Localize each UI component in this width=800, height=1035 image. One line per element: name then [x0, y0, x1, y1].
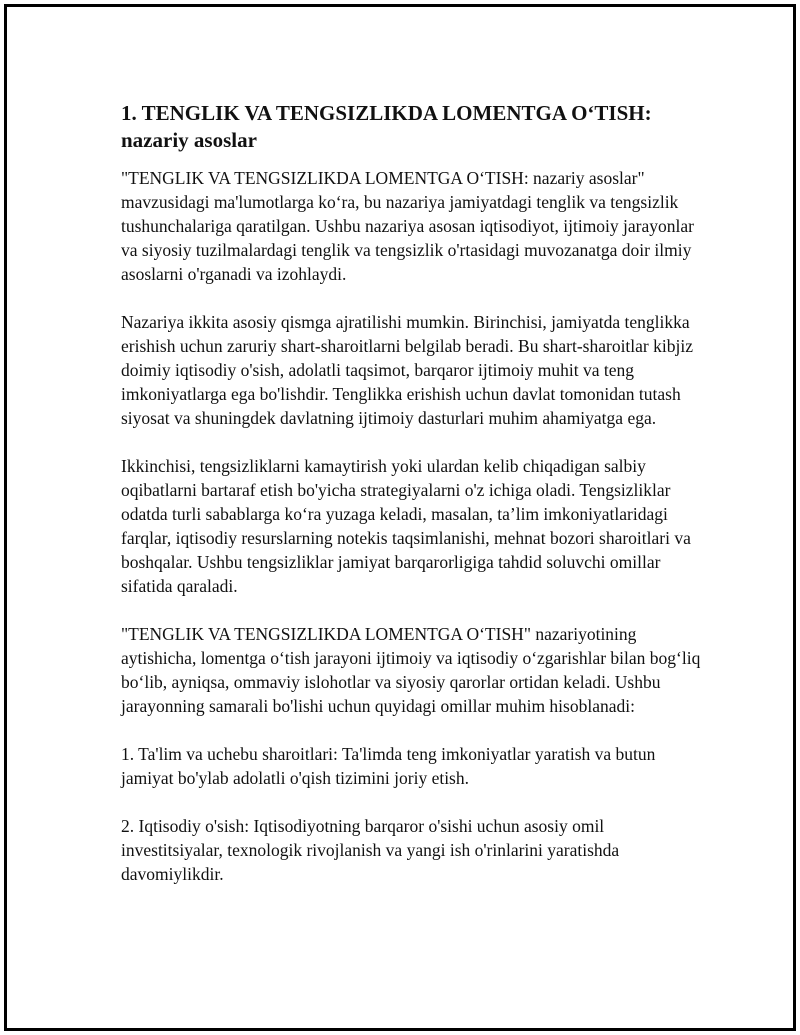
- list-item-economic-growth: 2. Iqtisodiy o'sish: Iqtisodiyotning barqaror o'sishi uchun asosiy omil investitsiyalar, texnologik rivojlanish va yangi ish o'rinlarini yaratishda davomiylikdir.: [121, 816, 620, 884]
- paragraph-intro: "TENGLIK VA TENGSIZLIKDA LOMENTGA O‘TISH: nazariy asoslar" mavzusidagi ma'lumotlarga ko‘ra, bu nazariya jamiyatdagi tenglik va tengsizlik tushunchalariga qaratilgan. Ushbu nazariya asosan iqtisodiyot, ijtimoiy jarayonlar va siyosiy tuzilmalardagi tenglik va tengsizlik o'rtasidagi muvozanatga doir ilmiy asoslarni o'rganadi va izohlaydi.: [121, 168, 694, 284]
- list-item-education: 1. Ta'lim va uchebu sharoitlari: Ta'limda teng imkoniyatlar yaratish va butun jamiyat bo'ylab adolatli o'qish tizimini joriy etish.: [121, 744, 656, 788]
- page-border: [4, 4, 796, 1031]
- document-body: [121, 100, 701, 910]
- paragraph-first-part: Nazariya ikkita asosiy qismga ajratilishi mumkin. Birinchisi, jamiyatda tenglikka erishish uchun zaruriy shart-sharoitlarni belgilab beradi. Bu shart-sharoitlar kibjiz doimiy iqtisodiy o'sish, adolatli taqsimot, barqaror ijtimoiy muhit va teng imkoniyatlarga ega bo'lishdir. Tenglikka erishish uchun davlat tomonidan tutash siyosat va shuningdek davlatning ijtimoiy dasturlari muhim ahamiyatga ega.: [121, 312, 693, 428]
- paragraph-transition-process: "TENGLIK VA TENGSIZLIKDA LOMENTGA O‘TISH" nazariyotining aytishicha, lomentga o‘tish jarayoni ijtimoiy va iqtisodiy o‘zgarishlar bilan bog‘liq bo‘lib, ayniqsa, ommaviy islohotlar va siyosiy qarorlar ortidan keladi. Ushbu jarayonning samarali bo'lishi uchun quyidagi omillar muhim hisoblanadi:: [121, 624, 701, 716]
- document-title: 1. TENGLIK VA TENGSIZLIKDA LOMENTGA O‘TISH: nazariy asoslar: [121, 101, 652, 152]
- paragraph-second-part: Ikkinchisi, tengsizliklarni kamaytirish yoki ulardan kelib chiqadigan salbiy oqibatlarni bartaraf etish bo'yicha strategiyalarni o'z ichiga oladi. Tengsizliklar odatda turli sabablarga ko‘ra yuzaga keladi, masalan, ta’lim imkoniyatlaridagi farqlar, iqtisodiy resurslarning notekis taqsimlanishi, mehnat bozori sharoitlari va boshqalar. Ushbu tengsizliklar jamiyat barqarorligiga tahdid soluvchi omillar sifatida qaraladi.: [121, 456, 691, 596]
